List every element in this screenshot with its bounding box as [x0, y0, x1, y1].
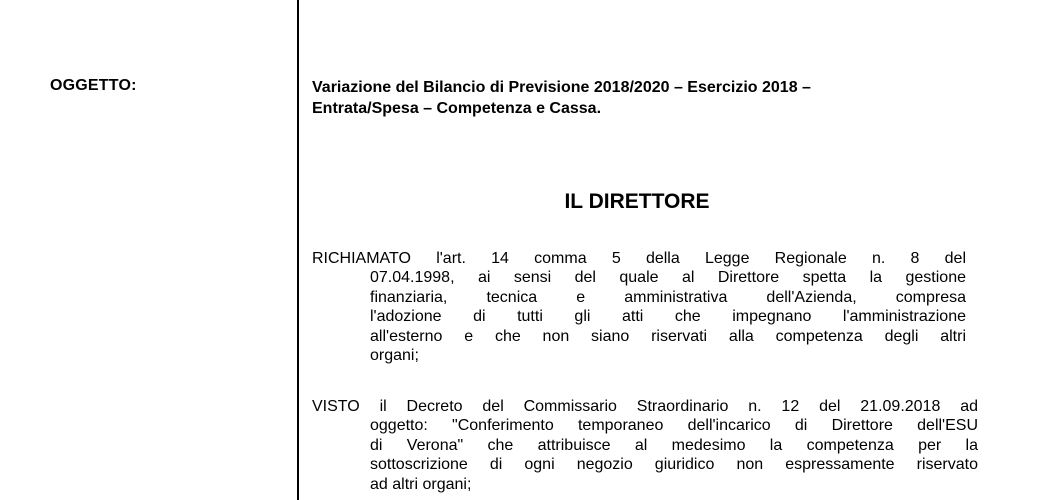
paragraph-line: finanziaria, tecnica e amministrativa dell'Azienda, compresa	[370, 288, 966, 306]
paragraph-line: organi;	[370, 347, 419, 365]
paragraph-visto	[312, 397, 978, 494]
oggetto-subject	[312, 77, 992, 119]
paragraph-line: sottoscrizione di ogni negozio giuridico non espressamente riservato	[370, 456, 978, 474]
paragraph-line: oggetto: "Conferimento temporaneo dell'incarico di Direttore dell'ESU	[370, 417, 978, 435]
paragraph-line: 07.04.1998, ai sensi del quale al Direttore spetta la gestione	[370, 269, 966, 287]
paragraph-line: l'adozione di tutti gli atti che impegnano l'amministrazione	[370, 308, 966, 326]
document-title: IL DIRETTORE	[564, 190, 710, 213]
oggetto-label: OGGETTO:	[50, 77, 137, 94]
subject-line: Variazione del Bilancio di Previsione 2018/2020 – Esercizio 2018 –	[312, 79, 811, 96]
paragraph-line: RICHIAMATO l'art. 14 comma 5 della Legge Regionale n. 8 del	[312, 250, 966, 267]
paragraph-richiamato	[312, 249, 966, 365]
column-divider	[297, 0, 299, 500]
paragraph-line: VISTO il Decreto del Commissario Straordinario n. 12 del 21.09.2018 ad	[312, 398, 978, 415]
paragraph-line: all'esterno e che non siano riservati alla competenza degli altri	[370, 327, 966, 345]
subject-line: Entrata/Spesa – Competenza e Cassa.	[312, 100, 602, 117]
paragraph-line: ad altri organi;	[370, 475, 472, 493]
paragraph-line: di Verona" che attribuisce al medesimo la competenza per la	[370, 436, 978, 454]
